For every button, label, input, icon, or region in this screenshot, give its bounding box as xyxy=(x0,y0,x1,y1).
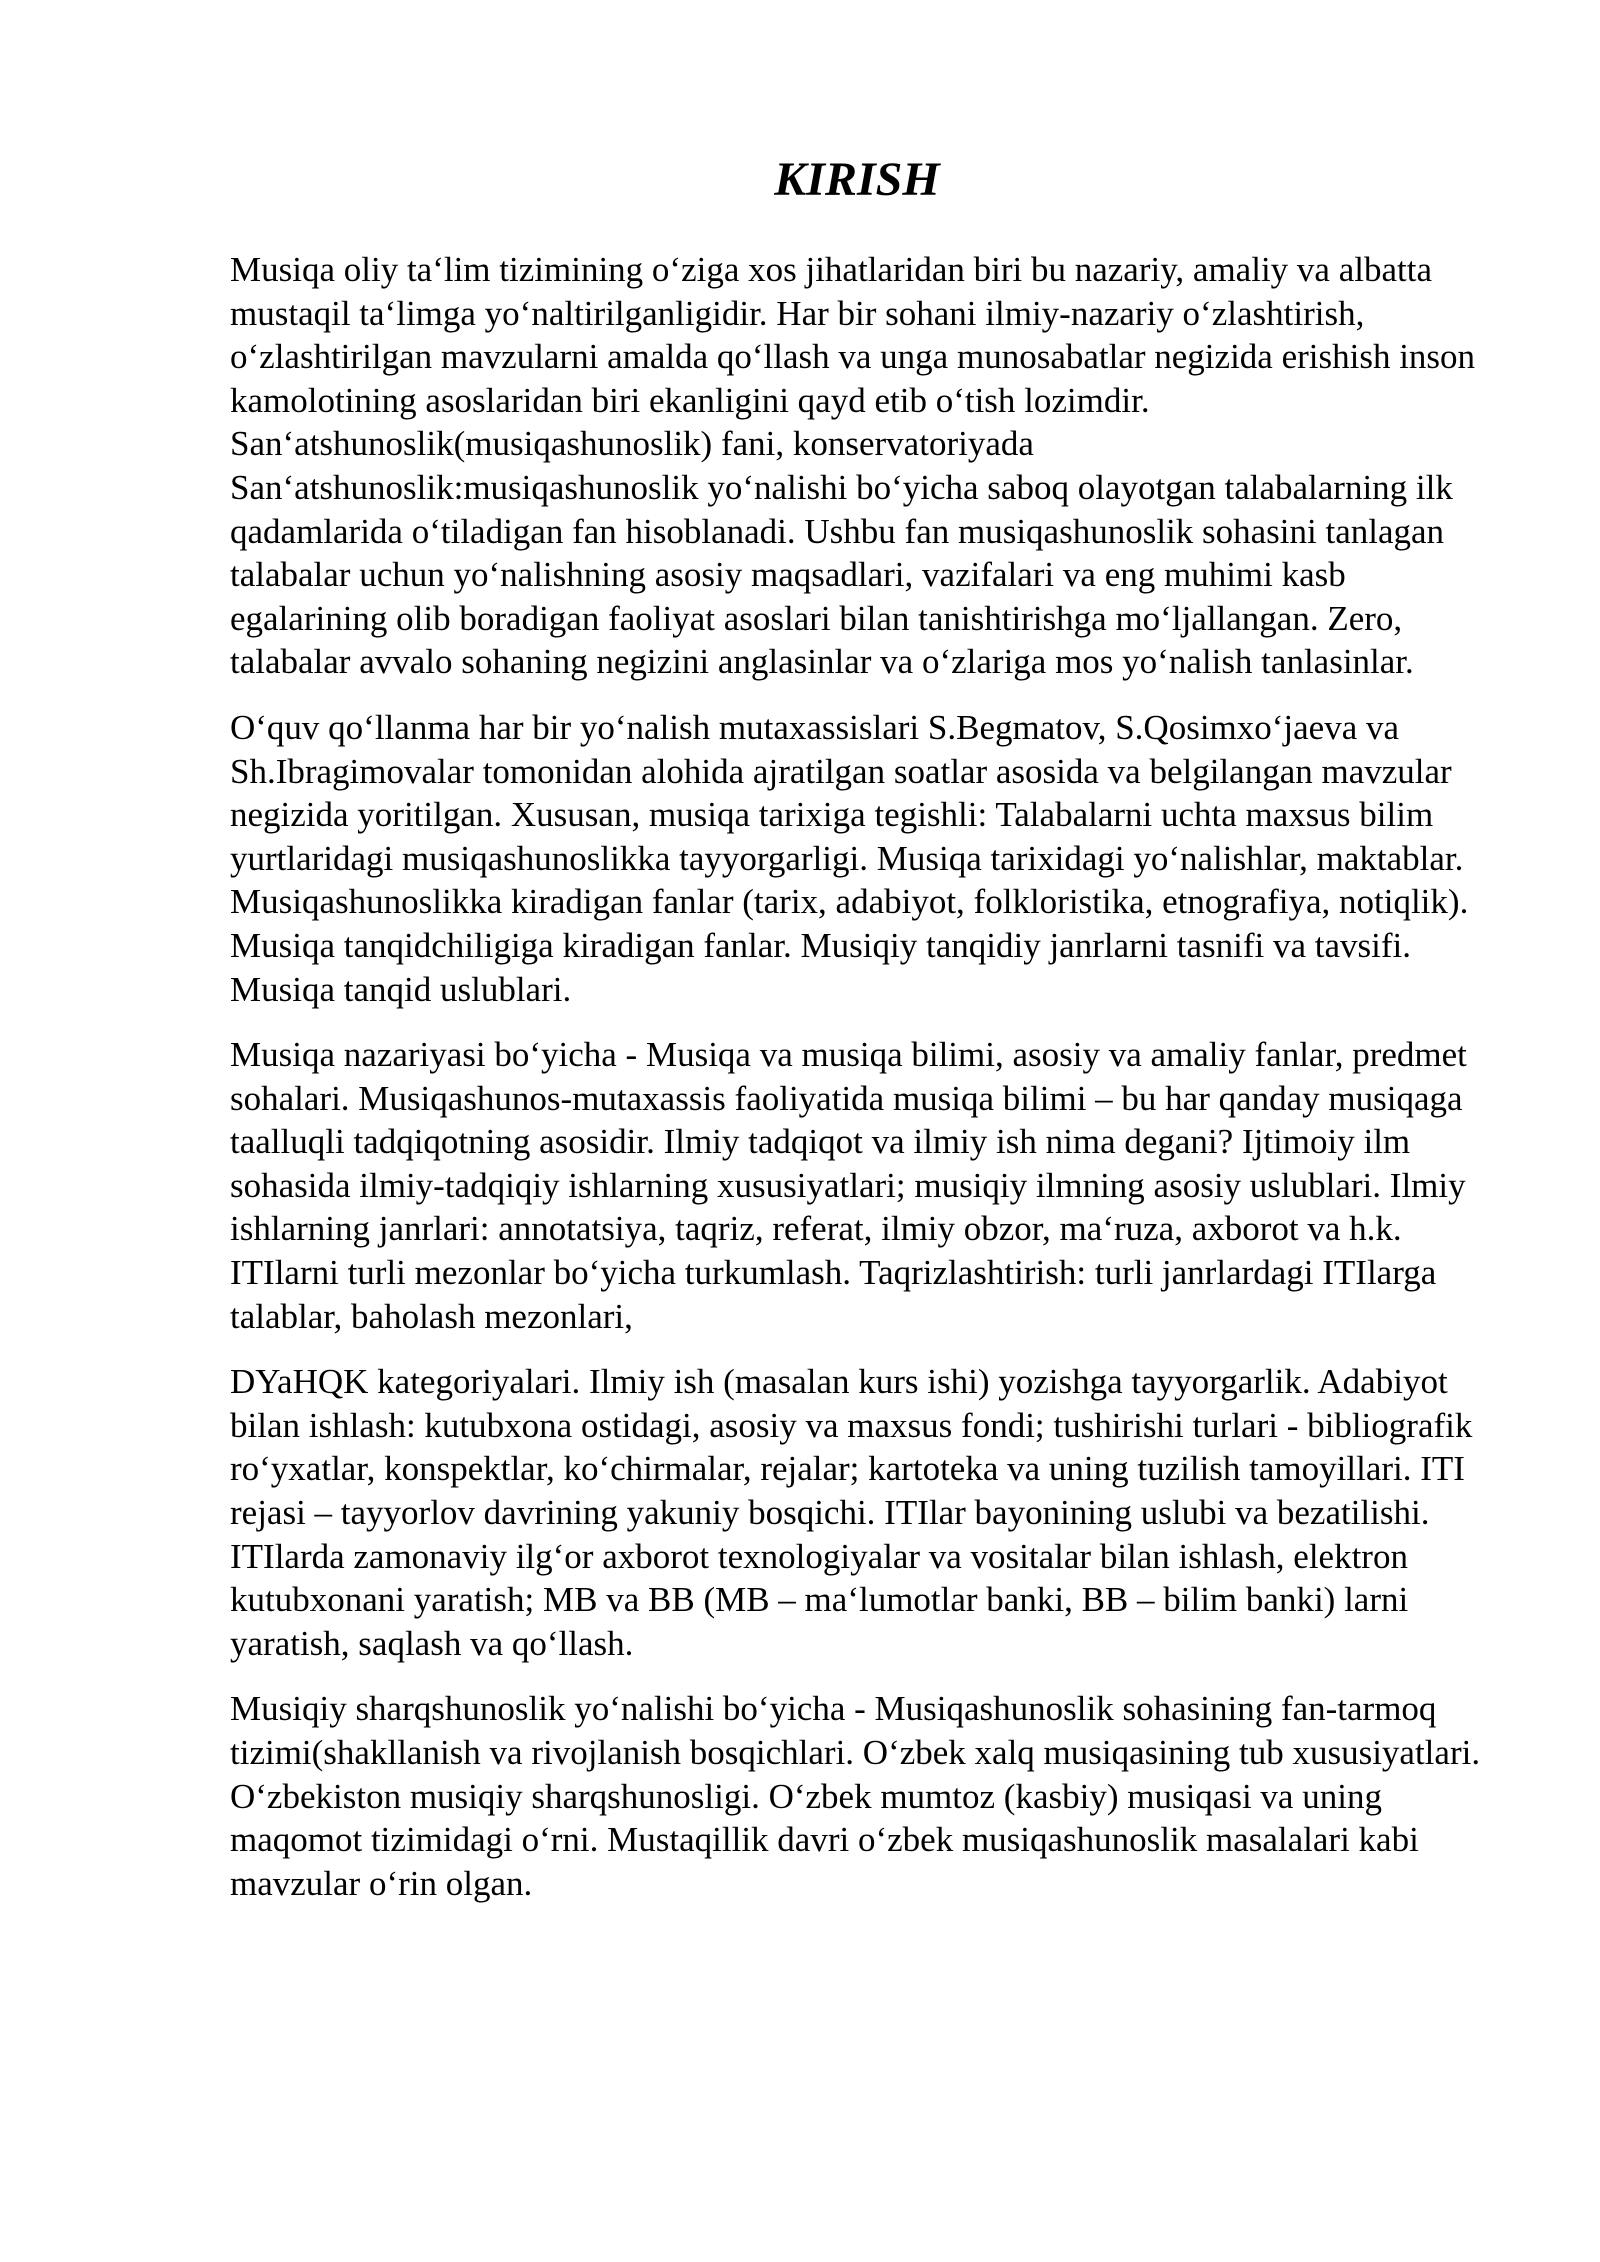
paragraph: O‘quv qo‘llanma har bir yo‘nalish mutaxassislari S.Begmatov, S.Qosimxo‘jaeva va Sh.Ibragimovalar tomonidan alohida ajratilgan soatlar asosida va belgilangan mavzular negizida yoritilgan. Xususan, musiqa tarixiga tegishli: Talabalarni uchta maxsus bilim yurtlaridagi musiqashunoslikka tayyorgarligi. Musiqa tarixidagi yo‘nalishlar, maktablar. Musiqashunoslikka kiradigan fanlar (tarix, adabiyot, folkloristika, etnografiya, notiqlik). Musiqa tanqidchiligiga kiradigan fanlar. Musiqiy tanqidiy janrlarni tasnifi va tavsifi. Musiqa tanqid uslublari. xyxy=(230,707,1469,1009)
paragraph: Musiqiy sharqshunoslik yo‘nalishi bo‘yicha - Musiqashunoslik sohasining fan-tarmoq tizimi(shakllanish va rivojlanish bosqichlari. O‘zbek xalq musiqasining tub xususiyatlari. O‘zbekiston musiqiy sharqshunosligi. O‘zbek mumtoz (kasbiy) musiqasi va uning maqomot tizimidagi o‘rni. Mustaqillik davri o‘zbek musiqashunoslik masalalari kabi mavzular o‘rin olgan. xyxy=(230,1689,1481,1903)
paragraph: DYaHQK kategoriyalari. Ilmiy ish (masalan kurs ishi) yozishga tayyorgarlik. Adabiyot bilan ishlash: kutubxona ostidagi, asosiy va maxsus fondi; tushirishi turlari - bibliografik ro‘yxatlar, konspektlar, ko‘chirmalar, rejalar; kartoteka va uning tuzilish tamoyillari. ITI rejasi – tayyorlov davrining yakuniy bosqichi. ITIlar bayonining uslubi va bezatilishi. ITIlarda zamonaviy ilg‘or axborot texnologiyalar va vositalar bilan ishlash, elektron kutubxonani yaratish; MB va BB (MB – ma‘lumotlar banki, BB – bilim banki) larni yaratish, saqlash va qo‘llash. xyxy=(230,1362,1473,1663)
paragraph: Musiqa nazariyasi bo‘yicha - Musiqa va musiqa bilimi, asosiy va amaliy fanlar, predmet sohalari. Musiqashunos-mutaxassis faoliyatida musiqa bilimi – bu har qanday musiqaga taalluqli tadqiqotning asosidir. Ilmiy tadqiqot va ilmiy ish nima degani? Ijtimoiy ilm sohasida ilmiy-tadqiqiy ishlarning xususiyatlari; musiqiy ilmning asosiy uslublari. Ilmiy ishlarning janrlari: annotatsiya, taqriz, referat, ilmiy obzor, ma‘ruza, axborot va h.k. ITIlarni turli mezonlar bo‘yicha turkumlash. Taqrizlashtirish: turli janrlardagi ITIlarga talablar, baholash mezonlari, xyxy=(230,1035,1467,1336)
page-title: KIRISH xyxy=(774,153,940,206)
paragraph: Musiqa oliy ta‘lim tizimining o‘ziga xos jihatlaridan biri bu nazariy, amaliy va albatta mustaqil ta‘limga yo‘naltirilganligidir. Har bir sohani ilmiy-nazariy o‘zlashtirish, o‘zlashtirilgan mavzularni amalda qo‘llash va unga munosabatlar negizida erishish inson kamolotining asoslaridan biri ekanligini qayd etib o‘tish lozimdir. San‘atshunoslik(musiqashunoslik) fani, konservatoriyada San‘atshunoslik:musiqashunoslik yo‘nalishi bo‘yicha saboq olayotgan talabalarning ilk qadamlarida o‘tiladigan fan hisoblanadi. Ushbu fan musiqashunoslik sohasini tanlagan talabalar uchun yo‘nalishning asosiy maqsadlari, vazifalari va eng muhimi kasb egalarining olib boradigan faoliyat asoslari bilan tanishtirishga mo‘ljallangan. Zero, talabalar avvalo sohaning negizini anglasinlar va o‘zlariga mos yo‘nalish tanlasinlar. xyxy=(230,250,1476,682)
body-text xyxy=(230,248,1510,1905)
